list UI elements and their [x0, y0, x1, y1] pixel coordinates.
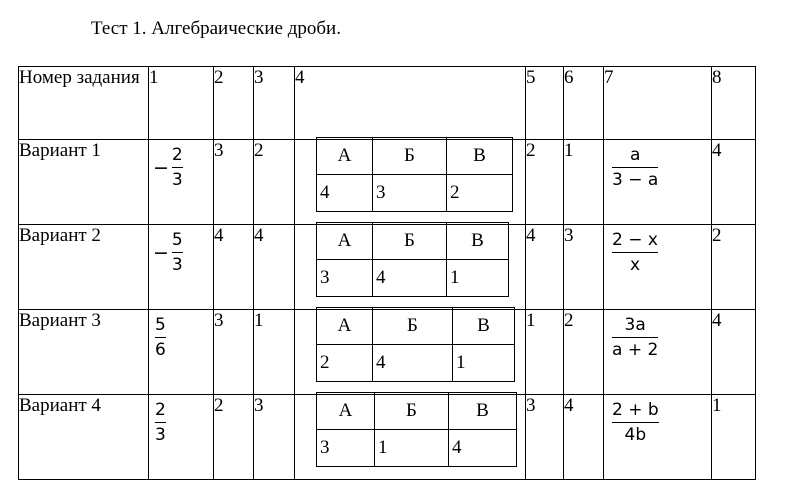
matching-table — [316, 392, 517, 467]
answer-4 — [295, 140, 526, 225]
fraction — [172, 144, 183, 191]
matching-header-b: Б — [373, 308, 453, 345]
header-label: Номер задания — [19, 67, 149, 140]
minus-sign: − — [153, 241, 169, 264]
matching-value-b: 4 — [373, 260, 447, 297]
matching-value-b: 3 — [373, 175, 447, 212]
fraction — [610, 144, 660, 191]
page-title: Тест 1. Алгебраические дроби. — [91, 18, 341, 39]
numerator: 2 — [171, 145, 183, 165]
numerator: 2 — [155, 400, 166, 420]
numerator: a — [629, 145, 641, 165]
answer-3: 4 — [254, 225, 295, 310]
answer-2: 3 — [214, 310, 254, 395]
answer-5: 3 — [526, 395, 564, 480]
matching-header-v: В — [449, 393, 517, 430]
matching-value-row — [317, 430, 517, 467]
numerator: 2 − x — [612, 230, 658, 250]
variant-label: Вариант 1 — [19, 140, 149, 225]
matching-header-row — [317, 223, 509, 260]
fraction — [610, 399, 661, 446]
answer-3: 2 — [254, 140, 295, 225]
matching-value-row — [317, 260, 509, 297]
header-col-7: 7 — [604, 67, 712, 140]
denominator: 4b — [624, 425, 647, 445]
table-row — [19, 310, 756, 395]
answer-2: 2 — [214, 395, 254, 480]
answer-8: 4 — [712, 140, 756, 225]
fraction-bar — [155, 337, 166, 338]
answer-4 — [295, 225, 526, 310]
matching-table — [316, 307, 515, 382]
header-row — [19, 67, 756, 140]
matching-header-b: Б — [375, 393, 449, 430]
table-row — [19, 225, 756, 310]
matching-value-v: 4 — [449, 430, 517, 467]
matching-value-a: 3 — [317, 430, 375, 467]
matching-header-b: Б — [373, 138, 447, 175]
fraction-bar — [172, 252, 183, 253]
answer-8: 2 — [712, 225, 756, 310]
fraction-bar — [612, 422, 659, 423]
denominator: 6 — [155, 340, 166, 360]
table-row — [19, 140, 756, 225]
answer-8: 4 — [712, 310, 756, 395]
answer-6: 1 — [564, 140, 604, 225]
answer-4 — [295, 395, 526, 480]
answer-7 — [604, 225, 712, 310]
answer-2: 3 — [214, 140, 254, 225]
table-row — [19, 395, 756, 480]
matching-header-a: А — [317, 308, 373, 345]
matching-table — [316, 222, 509, 297]
fraction — [172, 229, 183, 276]
answer-6: 2 — [564, 310, 604, 395]
fraction — [610, 229, 660, 276]
denominator: 3 — [171, 170, 183, 190]
answer-1 — [149, 395, 214, 480]
fraction-bar — [612, 167, 658, 168]
fraction-bar — [612, 252, 658, 253]
denominator: a + 2 — [612, 340, 659, 360]
matching-header-a: А — [317, 223, 373, 260]
matching-header-a: А — [317, 138, 373, 175]
denominator: 3 − a — [612, 170, 659, 190]
answer-7 — [604, 395, 712, 480]
matching-value-b: 1 — [375, 430, 449, 467]
variant-label: Вариант 2 — [19, 225, 149, 310]
matching-header-v: В — [453, 308, 515, 345]
matching-value-a: 4 — [317, 175, 373, 212]
matching-header-v: В — [447, 138, 513, 175]
matching-header-row — [317, 393, 517, 430]
matching-value-a: 2 — [317, 345, 373, 382]
matching-value-a: 3 — [317, 260, 373, 297]
matching-header-b: Б — [373, 223, 447, 260]
fraction-bar — [172, 167, 183, 168]
matching-header-row — [317, 138, 513, 175]
minus-sign: − — [153, 156, 169, 179]
fraction — [155, 314, 166, 361]
fraction-bar — [155, 422, 166, 423]
answer-8: 1 — [712, 395, 756, 480]
matching-header-v: В — [447, 223, 509, 260]
answer-1 — [149, 225, 214, 310]
matching-value-v: 1 — [453, 345, 515, 382]
header-col-5: 5 — [526, 67, 564, 140]
numerator: 2 + b — [612, 400, 659, 420]
header-col-1: 1 — [149, 67, 214, 140]
answer-4 — [295, 310, 526, 395]
header-col-3: 3 — [254, 67, 295, 140]
answer-7 — [604, 140, 712, 225]
numerator: 5 — [155, 315, 166, 335]
matching-value-v: 2 — [447, 175, 513, 212]
variant-label: Вариант 3 — [19, 310, 149, 395]
answer-5: 2 — [526, 140, 564, 225]
denominator: x — [629, 255, 640, 275]
header-col-4: 4 — [295, 67, 526, 140]
matching-table — [316, 137, 513, 212]
negative-fraction — [153, 144, 183, 191]
answer-1 — [149, 310, 214, 395]
answer-6: 3 — [564, 225, 604, 310]
answer-3: 3 — [254, 395, 295, 480]
denominator: 3 — [155, 425, 166, 445]
matching-value-row — [317, 175, 513, 212]
numerator: 3a — [624, 315, 646, 335]
answer-table — [18, 66, 756, 480]
answer-1 — [149, 140, 214, 225]
matching-header-a: А — [317, 393, 375, 430]
answer-6: 4 — [564, 395, 604, 480]
numerator: 5 — [171, 230, 183, 250]
denominator: 3 — [171, 255, 183, 275]
answer-2: 4 — [214, 225, 254, 310]
matching-value-row — [317, 345, 515, 382]
answer-7 — [604, 310, 712, 395]
variant-label: Вариант 4 — [19, 395, 149, 480]
header-col-8: 8 — [712, 67, 756, 140]
answer-5: 4 — [526, 225, 564, 310]
negative-fraction — [153, 229, 183, 276]
matching-header-row — [317, 308, 515, 345]
answer-3: 1 — [254, 310, 295, 395]
matching-value-b: 4 — [373, 345, 453, 382]
fraction — [610, 314, 660, 361]
answer-5: 1 — [526, 310, 564, 395]
header-col-6: 6 — [564, 67, 604, 140]
fraction-bar — [612, 337, 658, 338]
fraction — [155, 399, 166, 446]
header-col-2: 2 — [214, 67, 254, 140]
matching-value-v: 1 — [447, 260, 509, 297]
